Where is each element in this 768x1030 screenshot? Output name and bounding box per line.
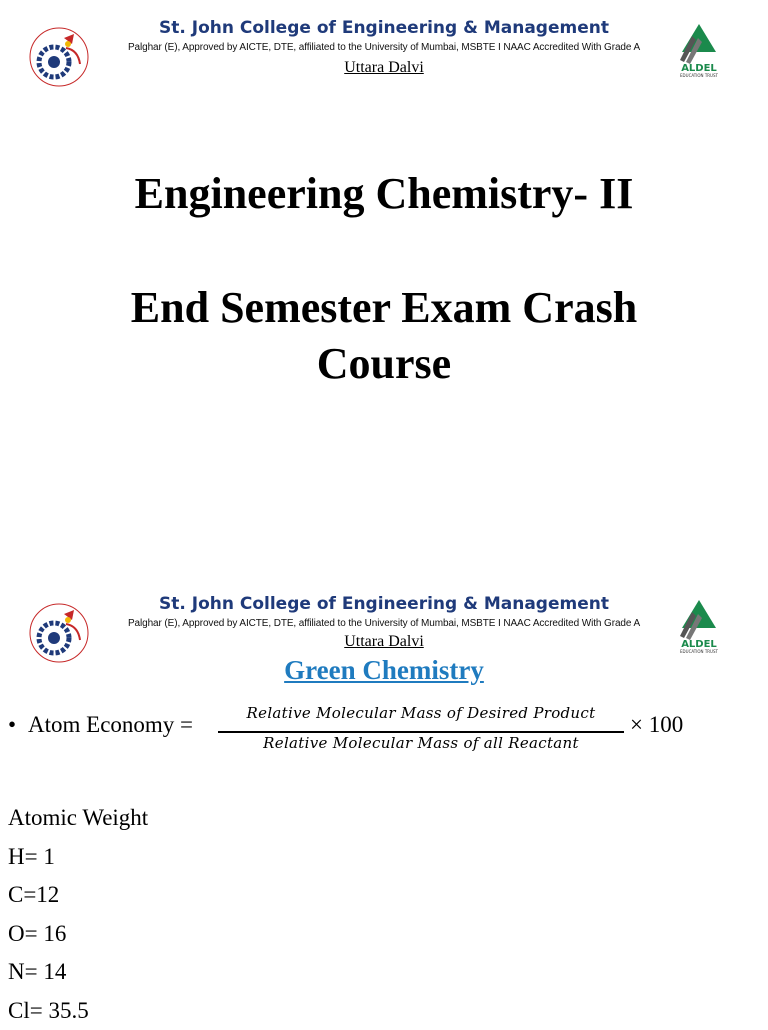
aldel-logo-subtext: EDUCATION TRUST bbox=[680, 649, 718, 654]
college-name: St. John College of Engineering & Management bbox=[0, 594, 768, 614]
college-subtitle: Palghar (E), Approved by AICTE, DTE, affiliated to the University of Mumbai, MSBTE I NAAC Accredited With Grade A bbox=[0, 42, 768, 53]
aldel-logo-icon bbox=[672, 598, 726, 654]
aldel-logo-icon bbox=[672, 22, 726, 78]
author-name: Uttara Dalvi bbox=[0, 59, 768, 77]
author-name: Uttara Dalvi bbox=[0, 633, 768, 651]
atomic-weight-o: O= 16 bbox=[8, 915, 148, 954]
atomic-weights-list bbox=[8, 799, 148, 1030]
fraction-bar bbox=[218, 731, 624, 733]
atomic-weight-h: H= 1 bbox=[8, 838, 148, 877]
formula-multiplier: × 100 bbox=[630, 712, 683, 738]
course-subtitle-line1: End Semester Exam Crash bbox=[0, 280, 768, 336]
atomic-weight-c: C=12 bbox=[8, 876, 148, 915]
atomic-weight-cl: Cl= 35.5 bbox=[8, 992, 148, 1030]
atomic-weight-n: N= 14 bbox=[8, 953, 148, 992]
formula-numerator: Relative Molecular Mass of Desired Product bbox=[216, 704, 626, 722]
aldel-logo-text: ALDEL bbox=[681, 63, 717, 74]
atomic-weights-heading: Atomic Weight bbox=[8, 799, 148, 838]
college-name: St. John College of Engineering & Management bbox=[0, 18, 768, 38]
section-title: Green Chemistry bbox=[0, 655, 768, 686]
aldel-logo-text: ALDEL bbox=[681, 639, 717, 650]
atom-economy-formula bbox=[8, 708, 748, 758]
formula-denominator: Relative Molecular Mass of all Reactant bbox=[216, 734, 626, 752]
college-subtitle: Palghar (E), Approved by AICTE, DTE, affiliated to the University of Mumbai, MSBTE I NAAC Accredited With Grade A bbox=[0, 618, 768, 629]
aldel-logo-subtext: EDUCATION TRUST bbox=[680, 73, 718, 78]
bullet: • bbox=[8, 712, 16, 738]
course-subtitle-line2: Course bbox=[0, 336, 768, 392]
formula-lhs: Atom Economy = bbox=[28, 712, 193, 738]
course-title: Engineering Chemistry- II bbox=[0, 166, 768, 222]
